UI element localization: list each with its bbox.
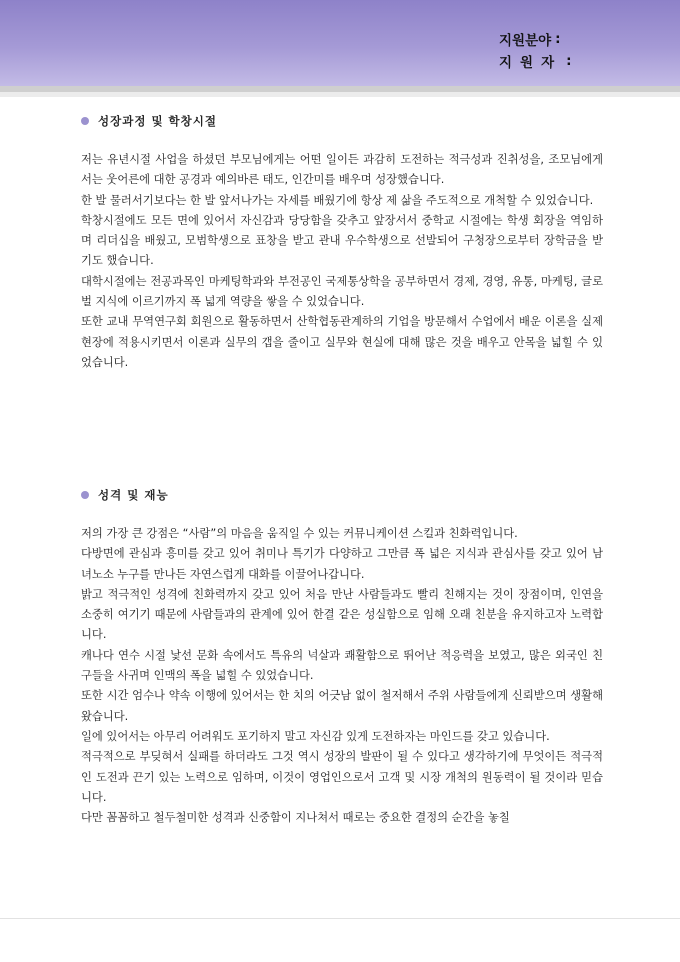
application-area-colon: : xyxy=(555,31,561,47)
bullet-icon xyxy=(81,491,89,499)
applicant-colon: : xyxy=(566,53,572,69)
section-heading-personality xyxy=(81,487,603,503)
paragraph: 다만 꼼꼼하고 철두철미한 성격과 신중함이 지나쳐서 때로는 중요한 결정의 순간을 놓칠 xyxy=(81,811,510,825)
header-band xyxy=(0,0,680,86)
paragraph: 학창시절에도 모든 면에 있어서 자신감과 당당함을 갖추고 앞장서서 중학교 시절에는 학생 회장을 역임하며 리더십을 배웠고, 모범학생으로 표창을 받고 관내 우수학생으로 선발되어 구청장으로부터 장학금을 받기도 했습니다. xyxy=(81,213,603,268)
section-body-growth xyxy=(81,150,603,373)
section-body-personality xyxy=(81,524,603,828)
bullet-icon xyxy=(81,117,89,125)
header-divider-light xyxy=(0,92,680,97)
applicant-info xyxy=(499,28,572,72)
paragraph: 한 발 물러서기보다는 한 발 앞서나가는 자세를 배웠기에 항상 제 삶을 주도적으로 개척할 수 있었습니다. xyxy=(81,193,594,207)
footer-divider xyxy=(0,918,680,919)
paragraph: 일에 있어서는 아무리 어려워도 포기하지 말고 자신감 있게 도전하자는 마인드를 갖고 있습니다. xyxy=(81,729,550,743)
paragraph: 저의 가장 큰 강점은 “사람”의 마음을 움직일 수 있는 커뮤니케이션 스킬과 친화력입니다. xyxy=(81,527,518,540)
paragraph: 밝고 적극적인 성격에 친화력까지 갖고 있어 처음 만난 사람들과도 빨리 친해지는 것이 장점이며, 인연을 소중히 여기기 때문에 사람들과의 관계에 있어 한결 같은 성실함으로 임해 오래 친분을 유지하고자 노력합니다. xyxy=(81,587,603,642)
field-application-area xyxy=(499,28,572,50)
section-title: 성격 및 재능 xyxy=(98,488,169,502)
paragraph: 저는 유년시절 사업을 하셨던 부모님에게는 어떤 일이든 과감히 도전하는 적극성과 진취성을, 조모님에게서는 웃어른에 대한 공경과 예의바른 태도, 인간미를 배우며 성장했습니다. xyxy=(81,153,603,187)
paragraph: 또한 교내 무역연구회 회원으로 활동하면서 산학협동관계하의 기업을 방문해서 수업에서 배운 이론을 실제 현장에 적용시키면서 이론과 실무의 갭을 줄이고 실무와 현실에 대해 많은 것을 배우고 안목을 넓힐 수 있었습니다. xyxy=(81,315,603,369)
paragraph: 캐나다 연수 시절 낯선 문화 속에서도 특유의 넉살과 쾌활함으로 뛰어난 적응력을 보였고, 많은 외국인 친구들을 사귀며 인맥의 폭을 넓힐 수 있었습니다. xyxy=(81,648,603,683)
paragraph: 대학시절에는 전공과목인 마케팅학과와 부전공인 국제통상학을 공부하면서 경제, 경영, 유통, 마케팅, 글로벌 지식에 이르기까지 폭 넓게 역량을 쌓을 수 있었습니다. xyxy=(81,274,603,309)
paragraph: 적극적으로 부딪혀서 실패를 하더라도 그것 역시 성장의 발판이 될 수 있다고 생각하기에 무엇이든 적극적인 도전과 끈기 있는 노력으로 임하며, 이것이 영업인으로서 고객 및 시장 개척의 원동력이 될 것이라 믿습니다. xyxy=(81,750,603,804)
section-title: 성장과정 및 학창시절 xyxy=(98,114,217,128)
paragraph: 다방면에 관심과 흥미를 갖고 있어 취미나 특기가 다양하고 그만큼 폭 넓은 지식과 관심사를 갖고 있어 남녀노소 누구를 만나든 자연스럽게 대화를 이끌어나갑니다. xyxy=(81,547,603,581)
section-heading-growth xyxy=(81,113,603,129)
applicant-label: 지원자 xyxy=(499,55,563,71)
field-applicant xyxy=(499,50,572,72)
paragraph: 또한 시간 엄수나 약속 이행에 있어서는 한 치의 어긋남 없이 철저해서 주위 사람들에게 신뢰받으며 생활해왔습니다. xyxy=(81,689,603,723)
application-area-label: 지원분야 xyxy=(499,33,552,49)
